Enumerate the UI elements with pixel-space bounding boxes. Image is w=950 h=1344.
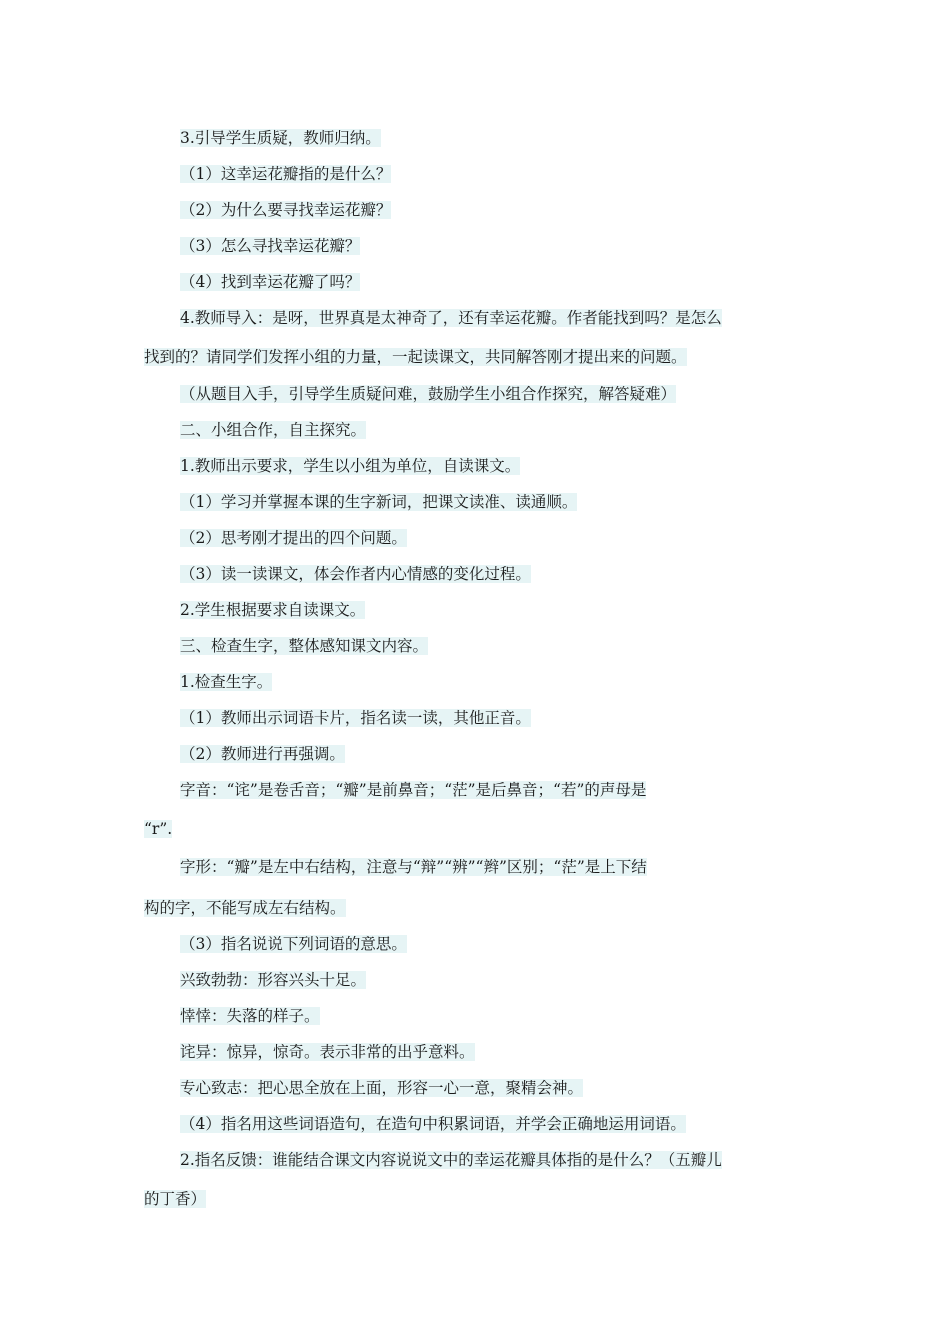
text-line: （3）怎么寻找幸运花瓣？	[180, 237, 361, 255]
text-line: 诧异：惊异，惊奇。表示非常的出乎意料。	[180, 1043, 475, 1061]
text-line: 构的字，不能写成左右结构。	[144, 899, 346, 917]
text-line: 专心致志：把心思全放在上面，形容一心一意，聚精会神。	[180, 1079, 584, 1097]
text-line: （3）读一读课文，体会作者内心情感的变化过程。	[180, 565, 531, 583]
text-line: 字形：“瓣”是左中右结构，注意与“辩”“辨”“辫”区别；“茫”是上下结	[180, 858, 647, 876]
text-line: （4）找到幸运花瓣了吗？	[180, 273, 361, 291]
text-line: 二、小组合作，自主探究。	[180, 421, 367, 439]
text-line: 悻悻：失落的样子。	[180, 1007, 320, 1025]
text-line: 1.检查生字。	[180, 673, 273, 691]
text-line: （1）这幸运花瓣指的是什么？	[180, 165, 392, 183]
text-line: 1.教师出示要求，学生以小组为单位，自读课文。	[180, 457, 521, 475]
text-line: 2.学生根据要求自读课文。	[180, 601, 366, 619]
text-line: （1）教师出示词语卡片，指名读一读，其他正音。	[180, 709, 531, 727]
text-line: （4）指名用这些词语造句，在造句中积累词语，并学会正确地运用词语。	[180, 1115, 686, 1133]
text-line: （从题目入手，引导学生质疑问难，鼓励学生小组合作探究，解答疑难）	[180, 385, 677, 403]
text-line: 2.指名反馈：谁能结合课文内容说说文中的幸运花瓣具体指的是什么？（五瓣儿	[180, 1151, 722, 1169]
text-line: 兴致勃勃：形容兴头十足。	[180, 971, 367, 989]
text-line: 三、检查生字，整体感知课文内容。	[180, 637, 429, 655]
text-line: 4.教师导入：是呀，世界真是太神奇了，还有幸运花瓣。作者能找到吗？是怎么	[180, 309, 722, 327]
text-line: （2）教师进行再强调。	[180, 745, 345, 763]
text-line: （2）为什么要寻找幸运花瓣？	[180, 201, 392, 219]
text-line: “r”.	[144, 820, 173, 838]
text-line: 3.引导学生质疑，教师归纳。	[180, 129, 381, 147]
text-line: 字音：“诧”是卷舌音；“瓣”是前鼻音；“茫”是后鼻音；“若”的声母是	[180, 781, 647, 799]
text-line: 的丁香）	[144, 1190, 207, 1208]
text-line: 找到的？请同学们发挥小组的力量，一起读课文，共同解答刚才提出来的问题。	[144, 348, 687, 366]
text-line: （1）学习并掌握本课的生字新词，把课文读准、读通顺。	[180, 493, 578, 511]
text-line: （2）思考刚才提出的四个问题。	[180, 529, 407, 547]
text-line: （3）指名说说下列词语的意思。	[180, 935, 407, 953]
